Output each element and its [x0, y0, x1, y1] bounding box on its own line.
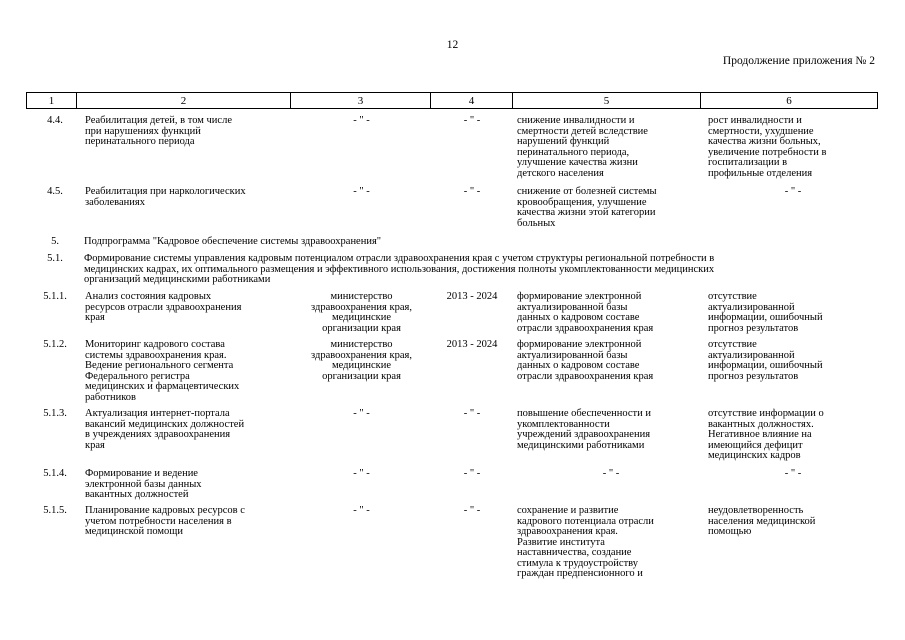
column-header-2: 2 — [77, 93, 291, 109]
table-row — [26, 116, 877, 187]
column-header-table — [26, 92, 878, 109]
executor: министерство здравоохранения края, медицинские организации края — [311, 339, 412, 382]
table-row — [26, 292, 877, 340]
consequence: отсутствие актуализированной информации, ошибочный прогноз результатов — [708, 339, 823, 382]
measure-name: Планирование кадровых ресурсов с учетом потребности населения в медицинской помощи — [85, 505, 245, 537]
expected-result: формирование электронной актуализированной базы данных о кадровом составе отрасли здравоохранения края — [517, 291, 654, 334]
table-row — [26, 187, 877, 237]
measure-name: Актуализация интернет-портала вакансий медицинских должностей в учреждениях здравоохранения края — [85, 408, 245, 451]
table-row — [26, 506, 877, 586]
section-number: 5. — [51, 236, 59, 247]
executor: министерство здравоохранения края, медицинские организации края — [311, 291, 412, 334]
section-row — [26, 237, 877, 254]
measure-name: Реабилитация детей, в том числе при нарушениях функций перинатального периода — [85, 115, 232, 147]
period: - " - — [463, 468, 481, 479]
column-header-6: 6 — [701, 93, 878, 109]
column-header-row — [27, 93, 878, 109]
executor: - " - — [353, 186, 370, 197]
period: - " - — [463, 505, 481, 516]
row-number: 5.1.5. — [43, 505, 67, 516]
period: 2013 - 2024 — [446, 339, 498, 350]
column-header-3: 3 — [291, 93, 431, 109]
period: - " - — [463, 408, 481, 419]
expected-result: снижение от болезней системы кровообращения, улучшение качества жизни этой категории больных — [517, 186, 657, 229]
table-row — [26, 340, 877, 409]
column-header-4: 4 — [431, 93, 513, 109]
column-header-1: 1 — [27, 93, 77, 109]
expected-result: - " - — [602, 468, 620, 479]
page-number: 12 — [446, 39, 459, 51]
period: - " - — [463, 186, 481, 197]
consequence: отсутствие актуализированной информации, ошибочный прогноз результатов — [708, 291, 823, 334]
row-number: 5.1.3. — [43, 408, 67, 419]
period: 2013 - 2024 — [446, 291, 498, 302]
column-header-5: 5 — [513, 93, 701, 109]
table-row — [26, 409, 877, 469]
expected-result: сохранение и развитие кадрового потенциала отрасли здравоохранения края. Развитие института наставничества, создание стимула к трудоустройству граждан предпенсионного и — [517, 505, 654, 579]
row-number: 4.5. — [47, 186, 63, 197]
subsection-row — [26, 254, 877, 292]
executor: - " - — [353, 468, 370, 479]
row-number: 5.1.4. — [43, 468, 67, 479]
expected-result: формирование электронной актуализированной базы данных о кадровом составе отрасли здравоохранения края — [517, 339, 654, 382]
measure-name: Реабилитация при наркологических заболеваниях — [85, 186, 246, 208]
subsection-number: 5.1. — [47, 253, 63, 264]
consequence: - " - — [784, 468, 802, 479]
measure-name: Мониторинг кадрового состава системы здравоохранения края. Ведение регионального сегмента Федерального регистра медицинских и фармацевтических работников — [85, 339, 240, 403]
measure-name: Анализ состояния кадровых ресурсов отрасли здравоохранения края — [85, 291, 242, 323]
row-number: 4.4. — [47, 115, 63, 126]
executor: - " - — [353, 408, 370, 419]
measure-name: Формирование и ведение электронной базы данных вакантных должностей — [85, 468, 202, 500]
executor: - " - — [353, 115, 370, 126]
continuation-label: Продолжение приложения № 2 — [722, 55, 875, 67]
table-row — [26, 469, 877, 506]
subsection-title: Формирование системы управления кадровым потенциалом отрасли здравоохранения края с учетом структуры региональной потребности в медицинских кадрах, их оптимального размещения и эффективного использования, достижения полноты укомплектованности медицинских организаций медицинскими работниками — [84, 253, 715, 285]
row-number: 5.1.2. — [43, 339, 67, 350]
period: - " - — [463, 115, 481, 126]
consequence: неудовлетворенность населения медицинской помощью — [708, 505, 816, 537]
executor: - " - — [353, 505, 370, 516]
consequence: рост инвалидности и смертности, ухудшение качества жизни больных, увеличение потребности в госпитализации в профильные отделения — [708, 115, 827, 179]
section-title: Подпрограмма "Кадровое обеспечение системы здравоохранения" — [84, 236, 382, 247]
row-number: 5.1.1. — [43, 291, 67, 302]
consequence: - " - — [784, 186, 802, 197]
expected-result: снижение инвалидности и смертности детей вследствие нарушений функций перинатального периода, улучшение качества жизни детского населения — [517, 115, 648, 179]
expected-result: повышение обеспеченности и укомплектованности учреждений здравоохранения медицинскими работниками — [517, 408, 652, 451]
table-body — [26, 116, 877, 586]
consequence: отсутствие информации о вакантных должностях. Негативное влияние на имеющийся дефицит медицинских кадров — [708, 408, 824, 461]
